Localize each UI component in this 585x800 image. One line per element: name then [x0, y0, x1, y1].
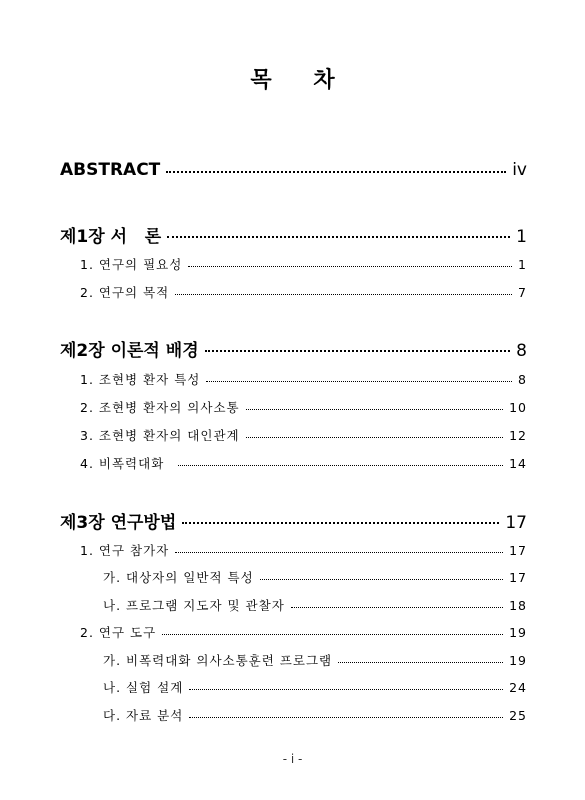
toc-label: 4. 비폭력대화 [80, 456, 165, 471]
toc-entry-3-1-a[interactable] [103, 568, 527, 586]
leader-dots [188, 266, 512, 267]
toc-entry-chapter-1[interactable] [60, 222, 527, 247]
toc-page-number: 12 [509, 428, 527, 443]
toc-label: 2. 연구의 목적 [80, 285, 170, 300]
toc-label: 1. 연구 참가자 [80, 543, 170, 558]
toc-entry-2-2[interactable] [80, 398, 527, 416]
leader-dots [291, 607, 503, 608]
toc-page-number: 17 [509, 543, 527, 558]
leader-dots [206, 381, 512, 382]
toc-label: ABSTRACT [60, 160, 161, 180]
toc-page-number: 8 [518, 372, 527, 387]
toc-page-number: 19 [509, 653, 527, 668]
toc-label: 2. 연구 도구 [80, 625, 157, 640]
toc-entry-3-2-a[interactable] [103, 651, 527, 669]
toc-entry-3-2-b[interactable] [103, 678, 527, 696]
toc-entry-abstract[interactable] [60, 160, 527, 180]
leader-dots [338, 662, 503, 663]
toc-entry-2-1[interactable] [80, 370, 527, 388]
toc-page-number: 7 [518, 285, 527, 300]
toc-page-number: 17 [509, 570, 527, 585]
toc-entry-3-2[interactable] [80, 623, 527, 641]
toc-entry-1-2[interactable] [80, 283, 527, 301]
leader-dots [260, 579, 503, 580]
leader-dots [166, 171, 506, 173]
toc-page-number: 8 [516, 341, 527, 361]
toc-entry-2-3[interactable] [80, 426, 527, 444]
toc-page-number: iv [512, 160, 527, 180]
toc-label: 가. 대상자의 일반적 특성 [103, 570, 254, 585]
toc-label: 2. 조현병 환자의 의사소통 [80, 400, 240, 415]
leader-dots [189, 689, 503, 690]
toc-entry-3-1[interactable] [80, 541, 527, 559]
toc-label: 다. 자료 분석 [103, 708, 184, 723]
toc-label: 가. 비폭력대화 의사소통훈련 프로그램 [103, 653, 333, 668]
leader-dots [246, 437, 503, 438]
toc-label: 제2장 이론적 배경 [60, 341, 199, 361]
leader-dots [205, 350, 511, 352]
toc-label: 1. 연구의 필요성 [80, 257, 183, 272]
toc-entry-2-4[interactable] [80, 454, 527, 472]
toc-label: 나. 실험 설계 [103, 680, 184, 695]
leader-dots [162, 634, 503, 635]
leader-dots [175, 552, 503, 553]
toc-page-number: 25 [509, 708, 527, 723]
toc-entry-3-1-b[interactable] [103, 596, 527, 614]
leader-dots [246, 409, 503, 410]
page-title: 목 차 [250, 68, 335, 93]
toc-entry-chapter-3[interactable] [60, 508, 527, 533]
toc-page-number: 24 [509, 680, 527, 695]
toc-page-number: 1 [518, 257, 527, 272]
toc-page-number: 14 [509, 456, 527, 471]
leader-dots [189, 717, 503, 718]
leader-dots [182, 522, 499, 524]
toc-label: 3. 조현병 환자의 대인관계 [80, 428, 240, 443]
toc-entry-3-2-c[interactable] [103, 706, 527, 724]
toc-page-number: 19 [509, 625, 527, 640]
toc-page-number: 10 [509, 400, 527, 415]
leader-dots [167, 236, 510, 238]
toc-entry-chapter-2[interactable] [60, 336, 527, 361]
toc-page-number: 18 [509, 598, 527, 613]
leader-dots [178, 465, 503, 466]
toc-label: 제1장 서 론 [60, 227, 162, 247]
toc-label: 1. 조현병 환자 특성 [80, 372, 201, 387]
toc-page-number: 1 [516, 227, 527, 247]
toc-entry-1-1[interactable] [80, 255, 527, 273]
toc-page-number: 17 [505, 513, 527, 533]
page-footer: - i - [282, 752, 303, 766]
leader-dots [175, 294, 512, 295]
toc-label: 나. 프로그램 지도자 및 관찰자 [103, 598, 285, 613]
toc-label: 제3장 연구방법 [60, 513, 177, 533]
